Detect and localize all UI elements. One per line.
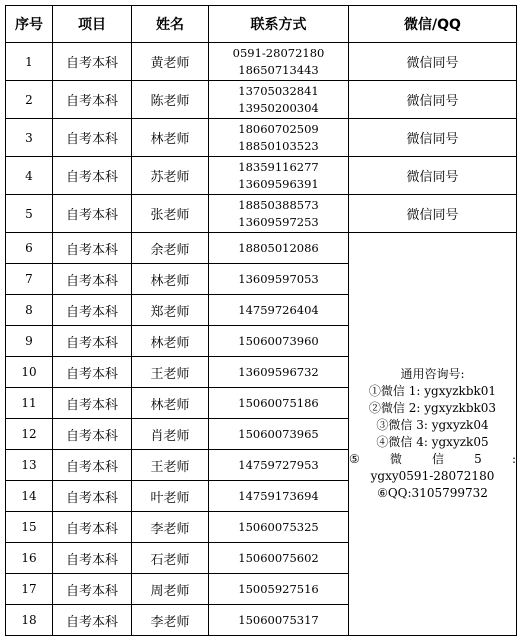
row-number: 14	[6, 481, 53, 512]
row-project: 自考本科	[53, 450, 132, 481]
row-phone-cell	[209, 543, 349, 574]
row-number: 15	[6, 512, 53, 543]
row-wechat: 微信同号	[349, 195, 517, 233]
table-row	[6, 43, 517, 81]
consult-wechat-2: ②微信 2: ygxyzkbk03	[368, 401, 497, 415]
row-phone-number: 18359116277	[238, 159, 319, 174]
consult-qq: ⑥QQ:3105799732	[377, 486, 488, 500]
row-phone-number: 15060075317	[238, 612, 319, 627]
row-project: 自考本科	[53, 481, 132, 512]
row-teacher-name: 李老师	[132, 512, 209, 543]
row-teacher-name: 苏老师	[132, 157, 209, 195]
row-teacher-name: 石老师	[132, 543, 209, 574]
consult-wechat-4: ④微信 4: ygxyzk05	[376, 435, 489, 449]
row-project: 自考本科	[53, 512, 132, 543]
row-teacher-name: 叶老师	[132, 481, 209, 512]
row-phone-number: 15060073965	[238, 426, 319, 441]
header-contact: 联系方式	[209, 6, 349, 43]
table-row	[6, 157, 517, 195]
row-project: 自考本科	[53, 326, 132, 357]
row-phone-cell	[209, 195, 349, 233]
row-number: 1	[6, 43, 53, 81]
row-phone-cell	[209, 264, 349, 295]
header-name: 姓名	[132, 6, 209, 43]
row-phone-number: 15005927516	[238, 581, 319, 596]
row-phone-cell	[209, 357, 349, 388]
header-row	[6, 6, 517, 43]
row-phone-cell	[209, 605, 349, 636]
table-row	[6, 81, 517, 119]
row-phone-number: 13609596391	[238, 176, 319, 191]
row-phone-cell	[209, 81, 349, 119]
row-phone-cell	[209, 157, 349, 195]
row-phone-number: 15060075602	[238, 550, 319, 565]
row-phone-number: 18850103523	[238, 138, 319, 153]
row-phone-number: 15060073960	[238, 333, 319, 348]
row-project: 自考本科	[53, 419, 132, 450]
row-phone-number: 14759173694	[238, 488, 319, 503]
row-wechat: 微信同号	[349, 119, 517, 157]
row-teacher-name: 李老师	[132, 605, 209, 636]
row-project: 自考本科	[53, 357, 132, 388]
row-teacher-name: 林老师	[132, 264, 209, 295]
row-project: 自考本科	[53, 605, 132, 636]
row-wechat: 微信同号	[349, 43, 517, 81]
row-phone-number: 13705032841	[238, 83, 319, 98]
row-phone-number: 13950200304	[238, 100, 319, 115]
row-wechat: 微信同号	[349, 81, 517, 119]
row-phone-cell	[209, 419, 349, 450]
consult-wechat-5-label	[349, 451, 516, 468]
row-number: 4	[6, 157, 53, 195]
table-row	[6, 195, 517, 233]
consult-wechat-5-token: 信	[432, 452, 445, 466]
consult-wechat-5-token: :	[511, 452, 516, 466]
row-number: 10	[6, 357, 53, 388]
row-project: 自考本科	[53, 195, 132, 233]
table-body	[6, 43, 517, 636]
consult-wechat-1: ①微信 1: ygxyzkbk01	[368, 384, 497, 398]
row-project: 自考本科	[53, 574, 132, 605]
row-number: 17	[6, 574, 53, 605]
row-number: 2	[6, 81, 53, 119]
consult-wechat-5-token: ⑤	[349, 452, 360, 466]
row-phone-number: 14759727953	[238, 457, 319, 472]
row-teacher-name: 黄老师	[132, 43, 209, 81]
row-phone-cell	[209, 388, 349, 419]
row-number: 13	[6, 450, 53, 481]
row-teacher-name: 郑老师	[132, 295, 209, 326]
row-phone-number: 13609597253	[238, 214, 319, 229]
row-phone-number: 15060075325	[238, 519, 319, 534]
consult-wechat-5-value: ygxy0591-28072180	[370, 469, 495, 483]
row-phone-cell	[209, 295, 349, 326]
row-teacher-name: 林老师	[132, 388, 209, 419]
row-number: 16	[6, 543, 53, 574]
row-project: 自考本科	[53, 119, 132, 157]
row-teacher-name: 林老师	[132, 326, 209, 357]
consult-wechat-5-token: 5	[474, 452, 482, 466]
row-phone-cell	[209, 512, 349, 543]
table-row	[6, 233, 517, 264]
row-phone-number: 18850388573	[238, 197, 319, 212]
row-project: 自考本科	[53, 543, 132, 574]
consult-title: 通用咨询号:	[400, 367, 465, 381]
row-phone-cell	[209, 233, 349, 264]
header-wechat: 微信/QQ	[349, 6, 517, 43]
row-phone-number: 18805012086	[238, 240, 319, 255]
row-number: 11	[6, 388, 53, 419]
row-phone-number: 18060702509	[238, 121, 319, 136]
row-phone-cell	[209, 326, 349, 357]
row-teacher-name: 陈老师	[132, 81, 209, 119]
row-number: 8	[6, 295, 53, 326]
row-number: 18	[6, 605, 53, 636]
row-teacher-name: 林老师	[132, 119, 209, 157]
consult-wechat-5-token: 微	[389, 452, 402, 466]
row-phone-number: 18650713443	[238, 62, 319, 77]
header-no: 序号	[6, 6, 53, 43]
row-phone-number: 13609597053	[238, 271, 319, 286]
row-phone-cell	[209, 574, 349, 605]
row-wechat: 微信同号	[349, 157, 517, 195]
row-phone-cell	[209, 43, 349, 81]
row-project: 自考本科	[53, 81, 132, 119]
contacts-table	[5, 5, 517, 636]
row-phone-number: 13609596732	[238, 364, 319, 379]
row-phone-cell	[209, 119, 349, 157]
consult-wechat-3: ③微信 3: ygxyzk04	[376, 418, 489, 432]
row-teacher-name: 余老师	[132, 233, 209, 264]
consult-info-cell	[349, 233, 517, 636]
row-phone-number: 15060075186	[238, 395, 319, 410]
row-phone-number: 14759726404	[238, 302, 319, 317]
row-project: 自考本科	[53, 233, 132, 264]
row-number: 9	[6, 326, 53, 357]
row-teacher-name: 王老师	[132, 357, 209, 388]
row-number: 12	[6, 419, 53, 450]
row-project: 自考本科	[53, 43, 132, 81]
row-project: 自考本科	[53, 295, 132, 326]
header-project: 项目	[53, 6, 132, 43]
row-teacher-name: 王老师	[132, 450, 209, 481]
row-phone-number: 0591-28072180	[232, 45, 325, 60]
row-number: 3	[6, 119, 53, 157]
row-project: 自考本科	[53, 264, 132, 295]
row-teacher-name: 张老师	[132, 195, 209, 233]
row-number: 5	[6, 195, 53, 233]
row-project: 自考本科	[53, 388, 132, 419]
row-teacher-name: 周老师	[132, 574, 209, 605]
row-number: 6	[6, 233, 53, 264]
row-phone-cell	[209, 450, 349, 481]
row-number: 7	[6, 264, 53, 295]
row-project: 自考本科	[53, 157, 132, 195]
table-row	[6, 119, 517, 157]
row-phone-cell	[209, 481, 349, 512]
row-teacher-name: 肖老师	[132, 419, 209, 450]
